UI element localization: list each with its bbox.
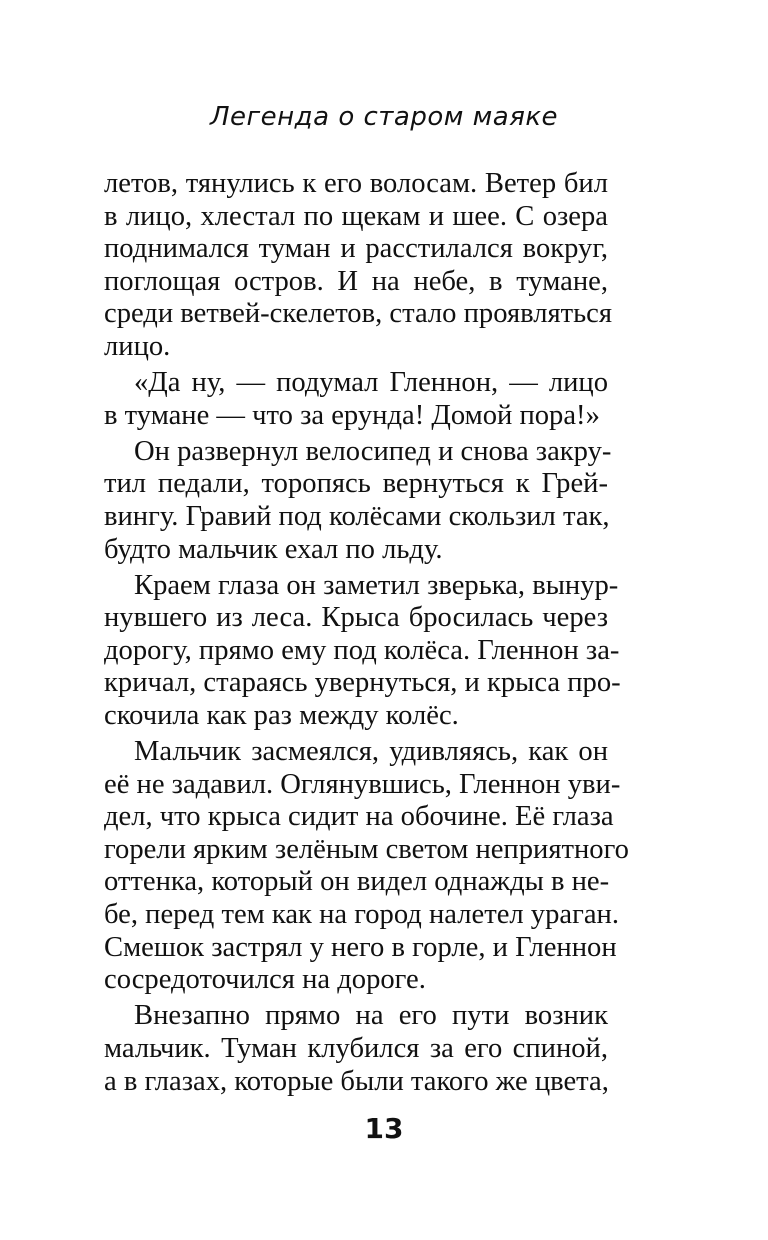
text-line: «Да ну, — подумал Гленнон, — лицо [134, 367, 608, 399]
text-line: поднимался туман и расстилался вокруг, [104, 233, 608, 265]
text-line: Смешок застрял у него в горле, и Гленнон [104, 931, 617, 963]
text-line: дел, что крыса сидит на обочине. Её глаза [104, 801, 614, 833]
text-line: Он развернул велосипед и снова закру- [134, 435, 612, 467]
text-line: тил педали, торопясь вернуться к Грей- [104, 468, 608, 500]
paragraph [104, 1000, 608, 1098]
text-line: в тумане — что за ерунда! Домой пора!» [104, 399, 600, 431]
paragraph [104, 736, 629, 997]
paragraph [104, 168, 613, 364]
text-line: кричал, стараясь увернуться, и крыса про- [104, 667, 621, 699]
text-line: сосредоточился на дороге. [104, 964, 426, 996]
text-line: Краем глаза он заметил зверька, вынyр- [134, 569, 619, 601]
text-line: летов, тянулись к его волосам. Ветер бил [104, 168, 608, 199]
text-line: мальчик. Туман клубился за его спиной, [104, 1032, 608, 1064]
text-line: оттенка, который он видел однажды в не- [104, 866, 610, 898]
text-line: скочила как раз между колёс. [104, 700, 459, 731]
running-head: Легенда о старом маяке [209, 102, 559, 132]
text-line: её не задавил. Оглянувшись, Гленнон уви- [104, 768, 621, 800]
text-line: горели ярким зелёным светом неприятного [104, 833, 629, 865]
text-line: будто мальчик ехал по льду. [104, 533, 443, 565]
text-line: нувшего из леса. Крыса бросилась через [104, 602, 608, 634]
text-line: а в глазах, которые были такого же цвета, [104, 1065, 609, 1097]
page-number: 13 [364, 1112, 404, 1145]
text-line: Внезапно прямо на его пути возник [134, 1000, 608, 1032]
paragraph [104, 569, 621, 733]
text-line: Мальчик засмеялся, удивляясь, как он [134, 736, 608, 768]
text-line: поглощая остров. И на небе, в тумане, [104, 265, 608, 297]
text-line: вингу. Гравий под колёсами скользил так, [104, 500, 610, 532]
text-line: среди ветвей-скелетов, стало проявляться [104, 298, 613, 330]
body-text [104, 168, 629, 1102]
paragraph [104, 367, 608, 432]
paragraph [104, 435, 612, 566]
text-line: в лицо, хлестал по щекам и шее. С озера [104, 200, 608, 232]
text-line: бе, перед тем как на город налетел ураган. [104, 899, 619, 931]
text-line: лицо. [104, 330, 171, 362]
text-line: дорогу, прямо ему под колёса. Гленнон за- [104, 634, 620, 666]
